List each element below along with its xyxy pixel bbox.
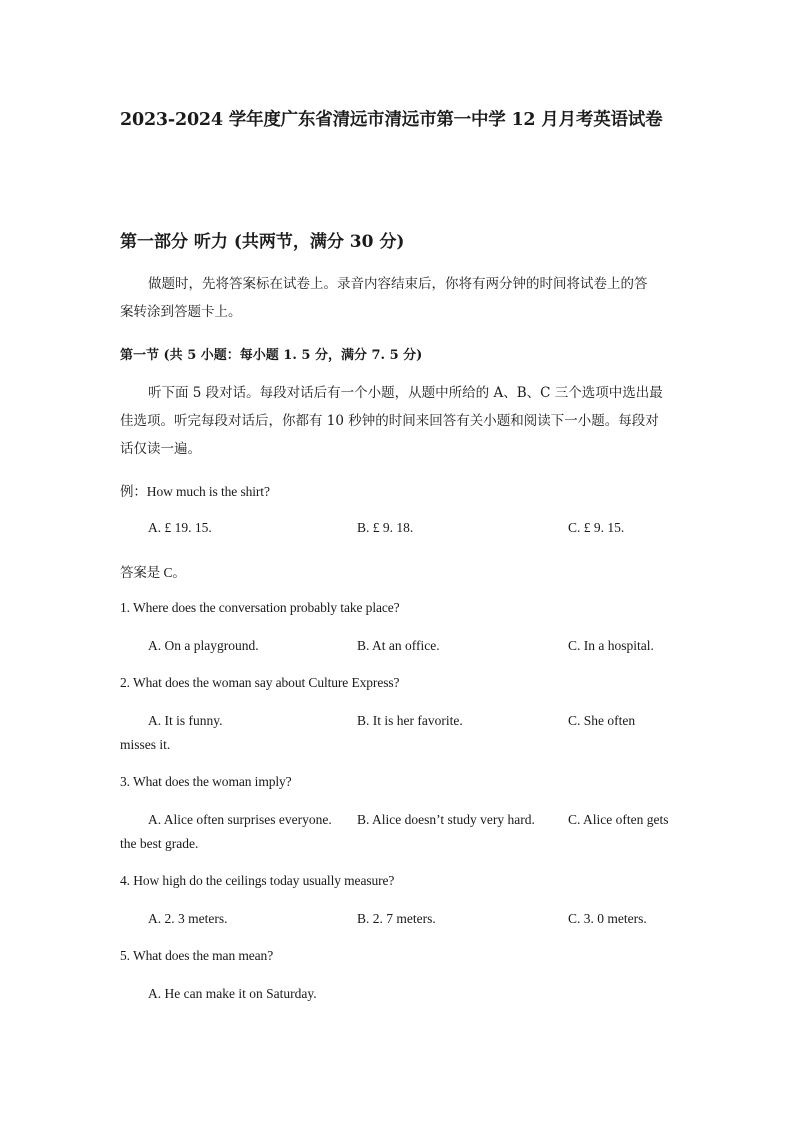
example-option-b: B. £ 9. 18. <box>357 520 414 535</box>
example-answer: 答案是 C。 <box>120 565 186 580</box>
section1-instr-line1: 听下面 5 段对话。每段对话后有一个小题，从题中所给的 A、B、C 三个选项中选出最 <box>148 385 663 401</box>
question-3: 3. What does the woman imply? <box>120 774 292 789</box>
question-4: 4. How high do the ceilings today usually measure? <box>120 873 395 888</box>
q2-option-c-cont: misses it. <box>120 737 171 752</box>
section1-instr-line2: 佳选项。听完每段对话后，你都有 10 秒钟的时间来回答有关小题和阅读下一小题。每段对 <box>120 413 659 429</box>
q5-option-a: A. He can make it on Saturday. <box>148 986 317 1001</box>
question-1: 1. Where does the conversation probably take place? <box>120 600 400 615</box>
question-2: 2. What does the woman say about Culture Express? <box>120 675 400 690</box>
section1-instr-line3: 话仅读一遍。 <box>120 441 201 457</box>
part1-intro-line1: 做题时，先将答案标在试卷上。录音内容结束后，你将有两分钟的时间将试卷上的答 <box>148 276 648 292</box>
q2-option-a: A. It is funny. <box>148 713 223 728</box>
example-option-c: C. £ 9. 15. <box>568 520 625 535</box>
part1-heading: 第一部分 听力 (共两节，满分 30 分) <box>120 232 405 252</box>
q2-option-c: C. She often <box>568 713 636 728</box>
q1-option-a: A. On a playground. <box>148 638 259 653</box>
part1-intro-line2: 案转涂到答题卡上。 <box>120 304 242 320</box>
q2-option-b: B. It is her favorite. <box>357 713 463 728</box>
q3-option-b: B. Alice doesn’t study very hard. <box>357 812 535 827</box>
q4-option-a: A. 2. 3 meters. <box>148 911 228 926</box>
exam-title: 2023-2024 学年度广东省清远市清远市第一中学 12 月月考英语试卷 <box>120 110 663 130</box>
q1-option-c: C. In a hospital. <box>568 638 654 653</box>
section1-heading: 第一节 (共 5 小题：每小题 1. 5 分，满分 7. 5 分) <box>120 348 423 363</box>
question-5: 5. What does the man mean? <box>120 948 274 963</box>
example-option-a: A. £ 19. 15. <box>148 520 212 535</box>
q3-option-a: A. Alice often surprises everyone. <box>148 812 332 827</box>
q3-option-c-cont: the best grade. <box>120 836 199 851</box>
q4-option-b: B. 2. 7 meters. <box>357 911 436 926</box>
example-question: 例：How much is the shirt? <box>120 484 270 499</box>
q1-option-b: B. At an office. <box>357 638 440 653</box>
q4-option-c: C. 3. 0 meters. <box>568 911 647 926</box>
q3-option-c: C. Alice often gets <box>568 812 669 827</box>
